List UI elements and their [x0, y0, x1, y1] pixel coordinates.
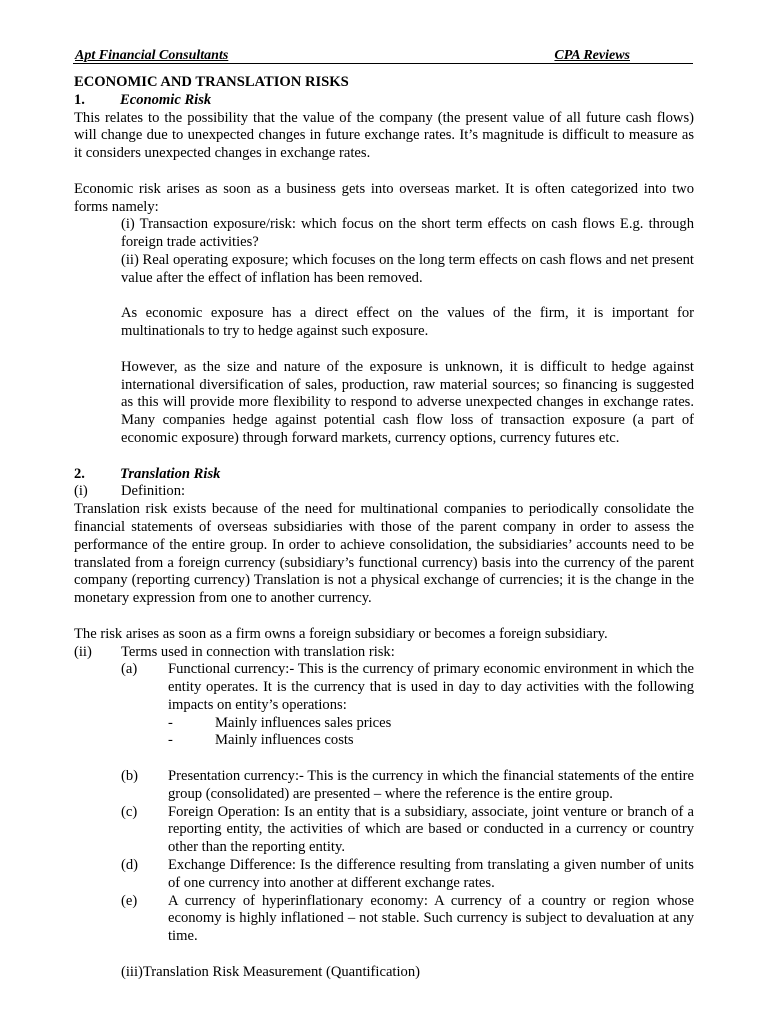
measurement-heading: (iii)Translation Risk Measurement (Quantification) [121, 963, 420, 980]
bullet-dash: - [168, 732, 173, 749]
definition-heading [74, 483, 694, 501]
terms-heading [74, 644, 694, 662]
document-title: ECONOMIC AND TRANSLATION RISKS [74, 74, 349, 90]
term-text: Foreign Operation: Is an entity that is a subsidiary, associate, joint venture or branch of a reporting entity, the activities of which are based or conducted in a currency or country other than the reporting entity. [168, 803, 694, 856]
terms-number: (ii) [74, 643, 92, 660]
bullet-text: Mainly influences sales prices [215, 714, 392, 731]
section-1-heading [74, 92, 694, 110]
bullet-text: Mainly influences costs [215, 732, 354, 749]
translation-risk-definition: Translation risk exists because of the need for multinational companies to periodically consolidate the financial statements of overseas subsidiaries with those of the parent company in order to assess the performance of the entire group. In order to achieve consolidation, the subsidiaries’ accounts need to be translated from a foreign currency (subsidiary’s functional currency) basis into the currency of the parent company (reporting currency) Translation is not a physical exchange of currencies; it is the change in the monetary expression from one to another currency. [74, 501, 694, 607]
term-text: Presentation currency:- This is the currency in which the financial statements of the entire group (consolidated) are presented – where the reference is the entire group. [168, 768, 694, 802]
term-text: Exchange Difference: Is the difference resulting from translating a given number of units of one currency into another at different exchange rates. [168, 857, 694, 891]
page-header [73, 45, 693, 64]
bullet-item [168, 732, 694, 750]
hedging-difficulty: However, as the size and nature of the exposure is unknown, it is difficult to hedge against international diversification of sales, production, raw material sources; so financing is suggested as this will provide more flexibility to respond to adverse unexpected changes in exchange rates. Many companies hedge against potential cash flow loss of transaction exposure (a part of economic exposure) through forward markets, currency options, currency futures etc. [121, 358, 694, 446]
term-item-hyperinflationary [121, 893, 694, 946]
section-2-number: 2. [74, 465, 85, 482]
section-2-heading [74, 466, 694, 484]
bullet-item [168, 715, 694, 733]
term-item-functional [121, 661, 694, 714]
term-label: (d) [121, 857, 139, 874]
term-label: (b) [121, 768, 139, 785]
term-item-foreign-operation [121, 804, 694, 857]
economic-risk-forms-intro: Economic risk arises as soon as a business gets into overseas market. It is often categorized into two forms namely: [74, 180, 694, 215]
section-1-title: Economic Risk [120, 91, 212, 108]
term-item-exchange-difference [121, 857, 694, 893]
term-item-presentation [121, 768, 694, 804]
risk-arises: The risk arises as soon as a firm owns a foreign subsidiary or becomes a foreign subsidiary. [74, 625, 608, 642]
real-operating-exposure: (ii) Real operating exposure; which focuses on the long term effects on cash flows and net present value after the effect of inflation has been removed. [121, 251, 694, 286]
header-right: CPA Reviews [554, 48, 630, 63]
hedging-importance: As economic exposure has a direct effect on the values of the firm, it is important for multinationals to try to hedge against such exposure. [121, 305, 694, 340]
term-label: (a) [121, 661, 138, 678]
term-text: Functional currency:- This is the currency of primary economic environment in which the entity operates. It is the currency that is used in day to day activities with the following impacts on entity’s operations: [168, 661, 694, 713]
transaction-exposure: (i) Transaction exposure/risk: which focus on the short term effects on cash flows E.g. through foreign trade activities? [121, 216, 694, 251]
header-left: Apt Financial Consultants [75, 48, 229, 63]
term-label: (e) [121, 892, 138, 909]
section-2-title: Translation Risk [120, 465, 221, 482]
terms-label: Terms used in connection with translation risk: [121, 643, 395, 660]
definition-label: Definition: [121, 483, 186, 500]
section-1-number: 1. [74, 91, 85, 108]
document-body [74, 74, 694, 982]
definition-number: (i) [74, 483, 88, 500]
bullet-dash: - [168, 714, 173, 731]
economic-risk-definition: This relates to the possibility that the value of the company (the present value of all future cash flows) will change due to unexpected changes in future exchange rates. It’s magnitude is difficult to measure as it considers unexpected changes in exchange rates. [74, 109, 694, 162]
term-text: A currency of hyperinflationary economy: A currency of a country or region whose economy is highly inflationed – not stable. Such currency is subject to devaluation at any time. [168, 892, 694, 945]
term-label: (c) [121, 803, 138, 820]
